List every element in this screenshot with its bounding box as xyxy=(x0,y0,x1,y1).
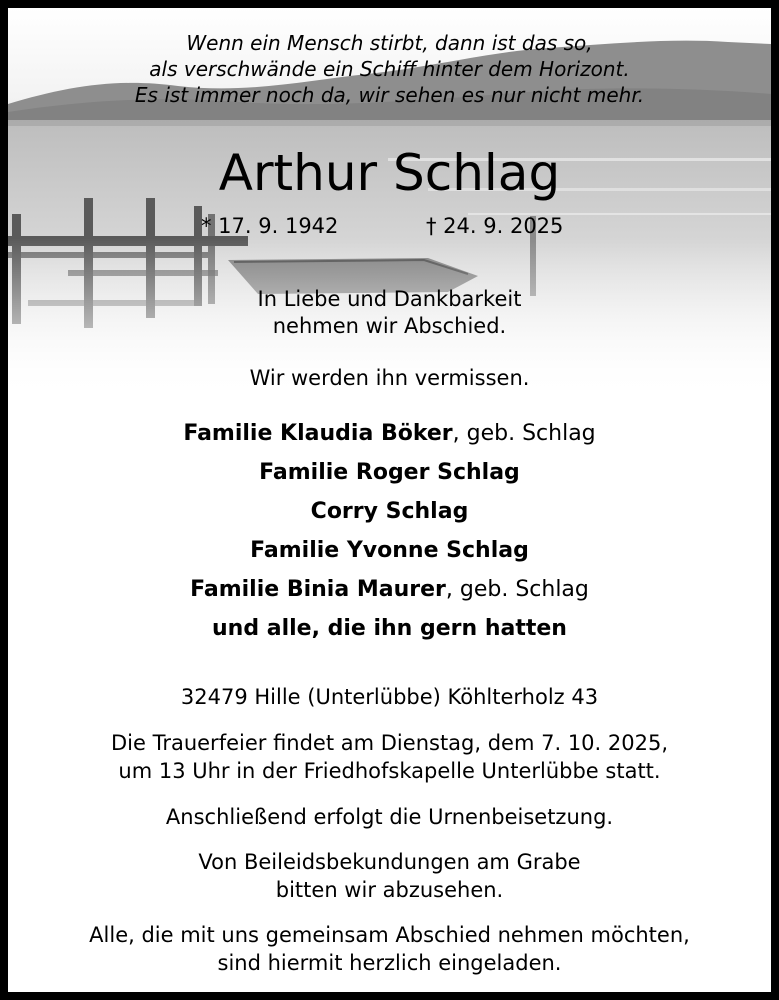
mourner-line xyxy=(8,497,771,527)
urn-line: Anschließend erfolgt die Urnenbeisetzung. xyxy=(165,805,614,829)
invitation-line: sind hiermit herzlich eingeladen. xyxy=(217,951,562,975)
mourner-name: Familie Roger Schlag xyxy=(259,460,520,485)
deceased-name: Arthur Schlag xyxy=(218,144,561,202)
mourner-line xyxy=(8,575,771,605)
mourner-line xyxy=(8,536,771,566)
birth-date: * 17. 9. 1942 xyxy=(201,214,339,238)
miss-line: Wir werden ihn vermissen. xyxy=(249,366,530,390)
quote-line: Es ist immer noch da, wir sehen es nur nicht mehr. xyxy=(134,83,645,107)
quote-line: als verschwände ein Schiff hinter dem Horizont. xyxy=(149,57,630,81)
mourner-name: Familie Yvonne Schlag xyxy=(250,538,529,563)
quote-line: Wenn ein Mensch stirbt, dann ist das so, xyxy=(186,31,593,55)
death-date: † 24. 9. 2025 xyxy=(426,214,564,238)
mourner-name: Familie Klaudia Böker xyxy=(183,421,453,446)
address-line: 32479 Hille (Unterlübbe) Köhlterholz 43 xyxy=(180,685,599,709)
life-dates xyxy=(8,212,771,240)
farewell-line: nehmen wir Abschied. xyxy=(272,314,507,338)
condolences-line: Von Beileidsbekundungen am Grabe xyxy=(198,850,581,874)
condolences-line: bitten wir abzusehen. xyxy=(275,878,504,902)
mourner-name: Corry Schlag xyxy=(310,499,469,524)
mourner-name: und alle, die ihn gern hatten xyxy=(212,616,567,641)
mourner-name: Familie Binia Maurer xyxy=(190,577,446,602)
mourner-line xyxy=(8,458,771,488)
mourner-suffix: , geb. Schlag xyxy=(452,421,596,446)
mourner-line xyxy=(8,614,771,644)
ceremony-line: Die Trauerfeier findet am Dienstag, dem 7. 10. 2025, xyxy=(110,731,669,755)
ceremony-line: um 13 Uhr in der Friedhofskapelle Unterlübbe statt. xyxy=(118,759,661,783)
farewell-line: In Liebe und Dankbarkeit xyxy=(257,287,522,311)
mourner-line xyxy=(8,419,771,449)
invitation-line: Alle, die mit uns gemeinsam Abschied nehmen möchten, xyxy=(89,923,690,947)
mourner-suffix: , geb. Schlag xyxy=(445,577,589,602)
